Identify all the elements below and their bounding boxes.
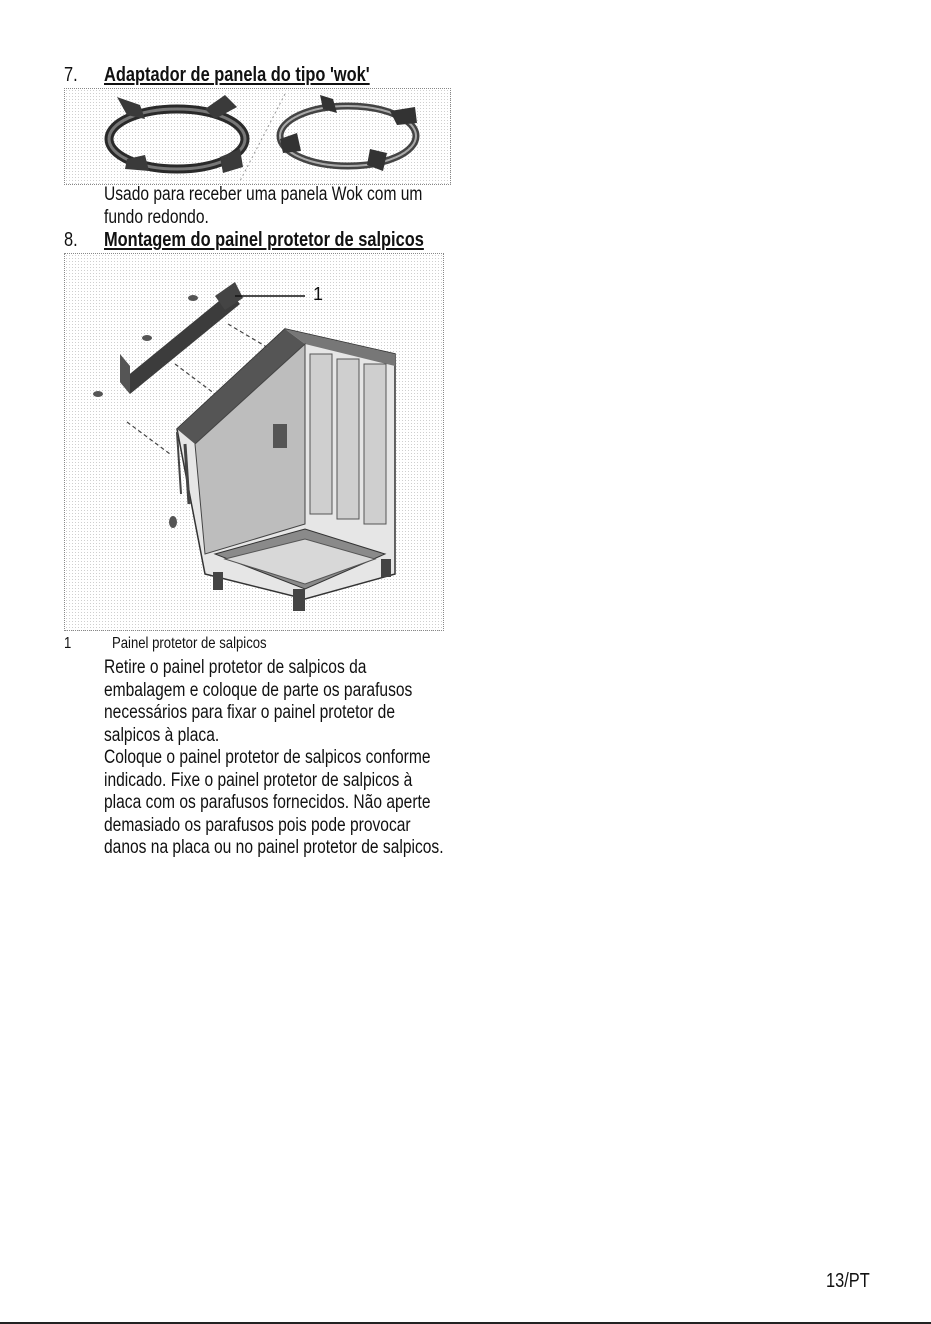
section-8-title: Montagem do painel protetor de salpicos: [104, 229, 424, 251]
section-7-title: Adaptador de panela do tipo 'wok': [104, 64, 370, 86]
section-8-heading: [64, 229, 484, 253]
splash-guard-illustration: [65, 254, 443, 630]
caption-number-text: 1: [64, 635, 72, 652]
page-number-text: 13/PT: [826, 1270, 870, 1292]
description-line: Usado para receber uma panela Wok com um: [104, 184, 423, 205]
description-line: fundo redondo.: [104, 206, 209, 228]
section-8-instructions: [104, 657, 484, 860]
caption-label: Painel protetor de salpicos: [112, 635, 267, 652]
wok-adapter-figure: [64, 88, 451, 185]
caption-number: [64, 635, 73, 653]
section-7-heading: [64, 64, 484, 88]
caption-text: [112, 635, 301, 653]
splash-guard-figure: [64, 253, 444, 631]
section-7-description: [104, 184, 464, 229]
page-number: [826, 1270, 879, 1292]
instruction-line: salpicos à placa.: [104, 724, 220, 746]
instruction-line: demasiado os parafusos pois pode provocar: [104, 814, 411, 836]
instruction-line: embalagem e coloque de parte os parafusos: [104, 679, 413, 701]
instruction-line: Retire o painel protetor de salpicos da: [104, 657, 367, 678]
callout-number: 1: [313, 284, 324, 304]
instruction-line: indicado. Fixe o painel protetor de salpicos à: [104, 769, 413, 791]
instruction-line: Coloque o painel protetor de salpicos conforme: [104, 747, 431, 768]
instruction-line: danos na placa ou no painel protetor de salpicos.: [104, 837, 444, 858]
section-8-number: 8.: [64, 229, 78, 251]
instruction-line: necessários para fixar o painel protetor de: [104, 702, 395, 723]
section-7-number: 7.: [64, 64, 78, 86]
wok-adapter-illustration: [65, 89, 450, 184]
instruction-line: placa com os parafusos fornecidos. Não aperte: [104, 792, 431, 813]
